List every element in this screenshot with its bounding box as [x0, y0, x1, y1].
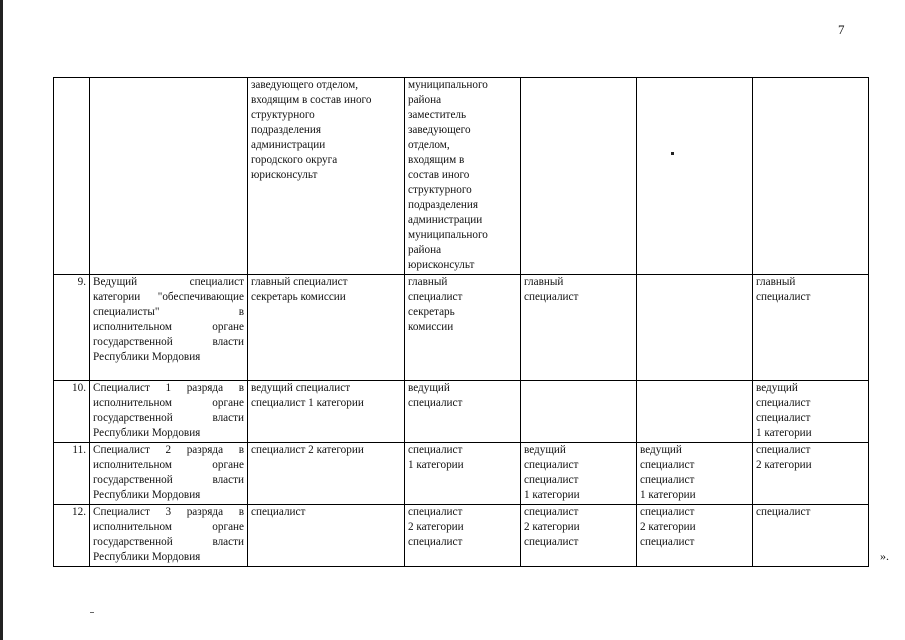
table-cell [753, 443, 869, 505]
position-name [90, 78, 248, 275]
table-cell [637, 505, 753, 567]
position-name: Ведущий специалист категории "обеспечивающие специалисты" в исполнительном органе государственной власти Республики Мордовия [90, 275, 248, 381]
cell-text: ведущий специалист специалист 1 категории [640, 444, 696, 501]
cell-text: специалист 2 категории специалист [408, 506, 464, 548]
table-cell [405, 78, 521, 275]
table-cell [637, 78, 753, 275]
table-row [54, 443, 869, 505]
page-number: 7 [838, 22, 845, 37]
table-row [54, 381, 869, 443]
cell-text: специалист 2 категории [756, 444, 812, 471]
table-cell [637, 443, 753, 505]
table-cell [521, 381, 637, 443]
cell-text: ведущий специалист [408, 382, 463, 409]
table-cell [405, 275, 521, 381]
position-name: Специалист 3 разряда в исполнительном органе государственной власти Республики Мордовия [90, 505, 248, 567]
cell-text: ведущий специалист специалист 1 категории [524, 444, 580, 501]
row-number [54, 78, 90, 275]
table-row [54, 78, 869, 275]
closing-quote-mark: ». [880, 549, 889, 563]
table-cell [637, 381, 753, 443]
table-cell [248, 381, 405, 443]
cell-text: специалист [251, 506, 306, 518]
row-number: 9. [54, 275, 90, 381]
cell-text: главный специалист [756, 276, 811, 303]
cell-text: главный специалист секретарь комиссии [251, 276, 348, 303]
cell-text: специалист 1 категории [408, 444, 464, 471]
scan-speck [90, 612, 94, 613]
cell-text: специалист 2 категории специалист [640, 506, 696, 548]
cell-text: ведущий специалист специалист 1 категории [756, 382, 812, 439]
cell-text: специалист 2 категории [251, 444, 364, 456]
table-cell [248, 78, 405, 275]
position-name: Специалист 1 разряда в исполнительном органе государственной власти Республики Мордовия [90, 381, 248, 443]
table-cell [753, 381, 869, 443]
table-row [54, 275, 869, 381]
page-left-border [0, 0, 3, 640]
position-name: Специалист 2 разряда в исполнительном органе государственной власти Республики Мордовия [90, 443, 248, 505]
positions-table [53, 77, 869, 567]
table-cell [521, 275, 637, 381]
table-cell [521, 505, 637, 567]
table-cell [637, 275, 753, 381]
table-cell [248, 505, 405, 567]
cell-text: ведущий специалист специалист 1 категории [251, 382, 364, 409]
row-number: 11. [54, 443, 90, 505]
cell-text: специалист [756, 506, 811, 518]
cell-text: заведующего отделом, входящим в состав иного структурного подразделения администрации городского округа юрисконсульт [251, 79, 372, 181]
table-cell [753, 505, 869, 567]
table-cell [405, 381, 521, 443]
cell-text: муниципального района заместитель заведующего отделом, входящим в состав иного структурного подразделения администрации муниципального района юрисконсульт [408, 79, 488, 271]
table-cell [753, 78, 869, 275]
row-number: 10. [54, 381, 90, 443]
table-cell [405, 505, 521, 567]
cell-text: главный специалист секретарь комиссии [408, 276, 463, 333]
table-cell [248, 275, 405, 381]
table-cell [521, 443, 637, 505]
cell-text: специалист 2 категории специалист [524, 506, 580, 548]
table-cell [248, 443, 405, 505]
table-cell [753, 275, 869, 381]
row-number: 12. [54, 505, 90, 567]
table-row [54, 505, 869, 567]
table-cell [405, 443, 521, 505]
cell-text: главный специалист [524, 276, 579, 303]
table-cell [521, 78, 637, 275]
